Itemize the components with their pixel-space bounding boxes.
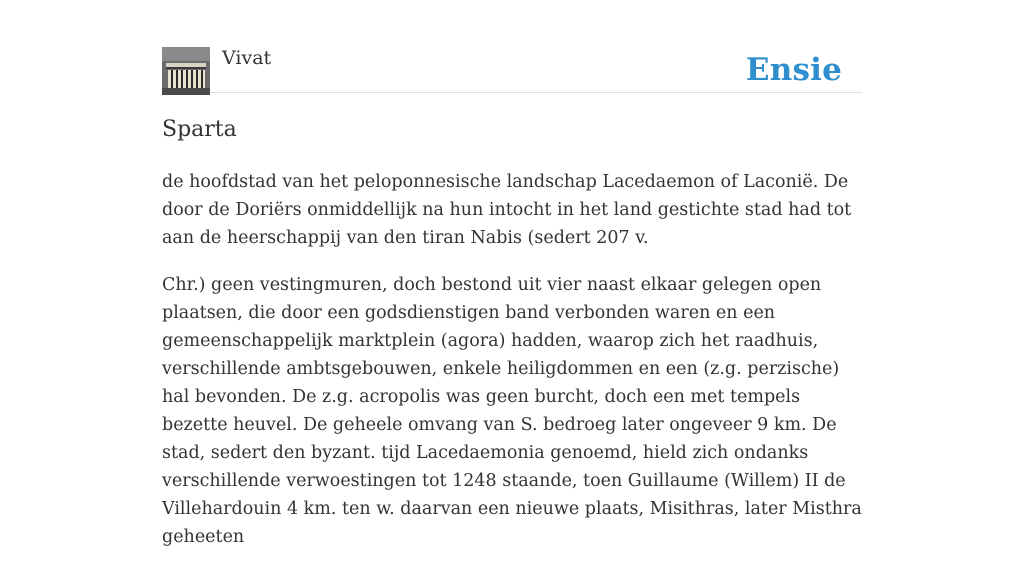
paragraph: Chr.) geen vestingmuren, doch bestond uit vier naast elkaar gelegen open plaatsen, die door een godsdienstigen band verbonden waren en een gemeenschappelijk marktplein (agora) hadden, waarop zich het raadhuis, verschillende ambtsgebouwen, enkele heiligdommen en een (z.g. perzische) hal bevonden. De z.g. acropolis was geen burcht, doch een met tempels bezette heuvel. De geheele omvang van S. bedroeg later ongeveer 9 km. De stad, sedert den byzant. tijd Lacedaemonia genoemd, hield zich ondanks verschillende verwoestingen tot 1248 staande, toen Guillaume (Willem) II de Villehardouin 4 km. ten w. daarvan een nieuwe plaats, Misithras, later Misthra geheeten xyxy=(162,275,862,547)
header xyxy=(162,46,862,93)
avatar[interactable] xyxy=(162,47,210,95)
brand-logo[interactable]: Ensie xyxy=(745,52,842,88)
page-title: Sparta xyxy=(162,117,237,142)
article-body xyxy=(162,168,862,570)
building-columns-avatar-icon xyxy=(162,47,210,95)
paragraph: de hoofdstad van het peloponnesische landschap Lacedaemon of Laconië. De door de Doriërs onmiddellijk na hun intocht in het land gestichte stad had tot aan de heerschappij van den tiran Nabis (sedert 207 v. xyxy=(162,172,852,248)
author-name[interactable]: Vivat xyxy=(222,47,272,69)
